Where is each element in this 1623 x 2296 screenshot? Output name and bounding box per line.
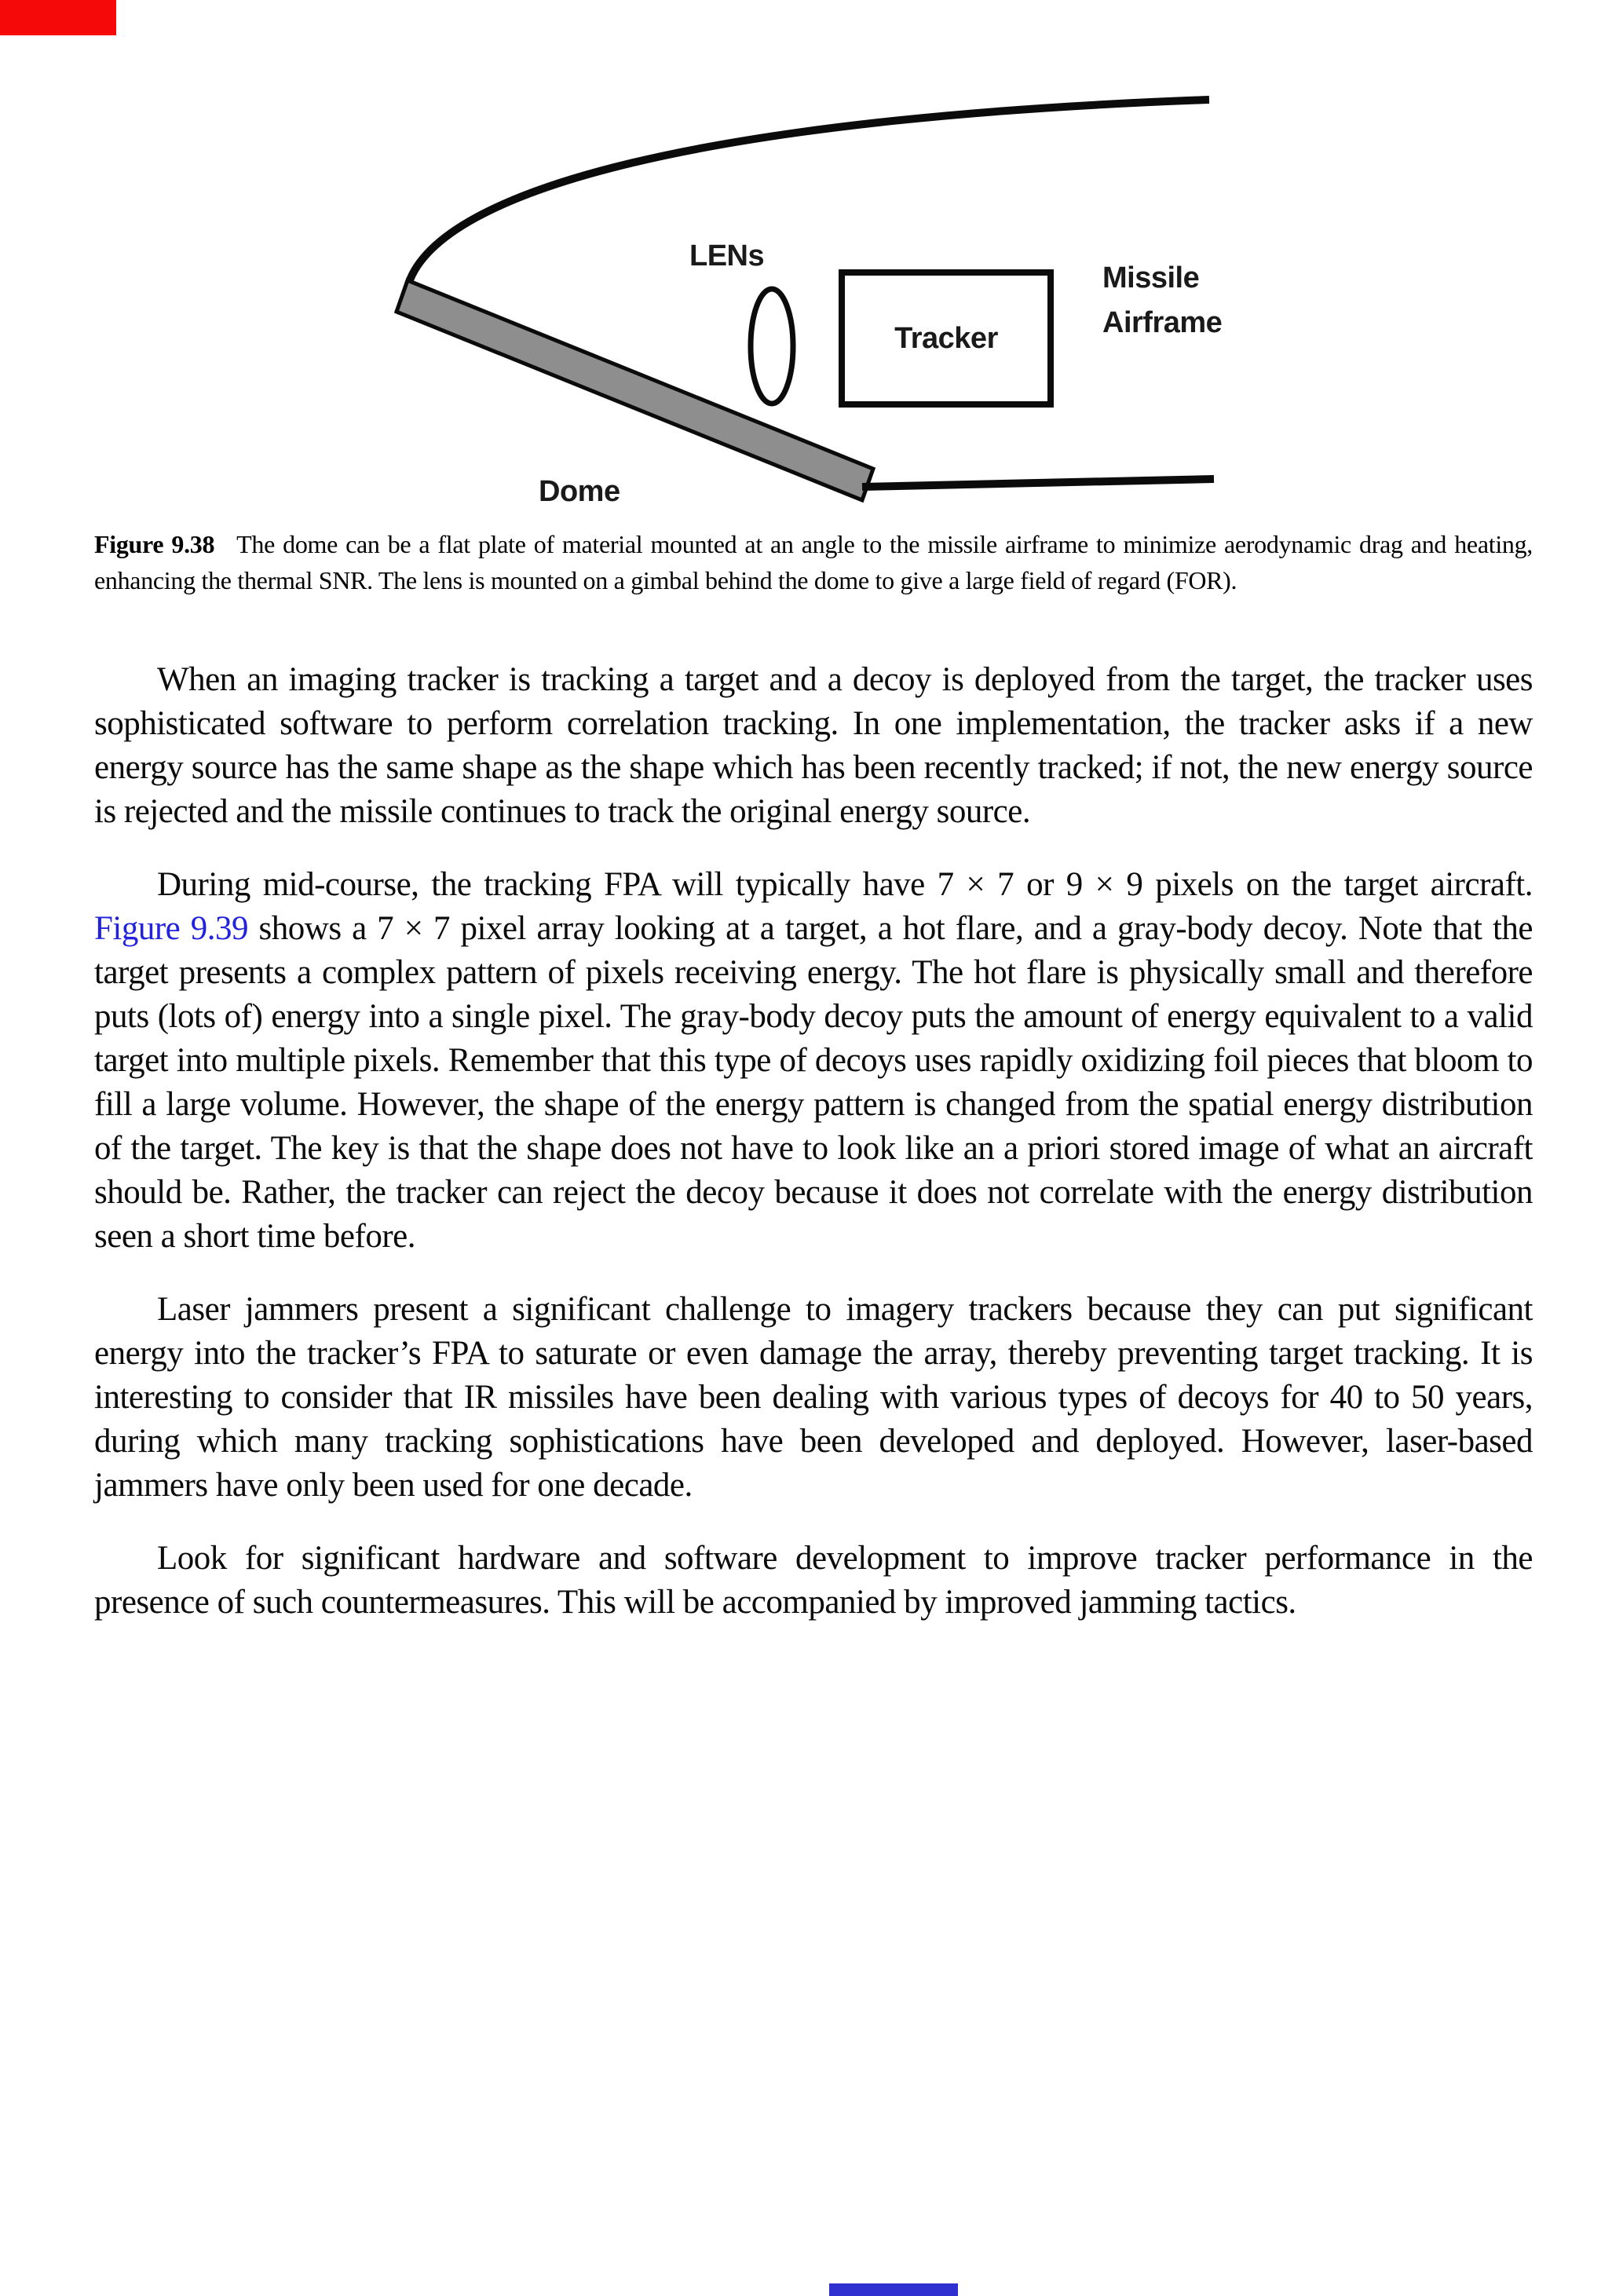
missile-airframe-label-line1: Missile (1102, 261, 1200, 294)
missile-airframe-label-line2: Airframe (1102, 306, 1223, 339)
figure-caption-number: Figure 9.38 (94, 530, 215, 558)
paragraph-2-after-link: shows a 7 × 7 pixel array looking at a target, a hot flare, and a gray-body decoy. Note that the target presents a complex pattern of pixels receiving energy. The hot flare is physically small and therefore puts (lots of) energy into a single pixel. The gray-body decoy puts the amount of energy equivalent to a valid target into multiple pixels. Remember that this type of decoys uses rapidly oxidizing foil pieces that bloom to fill a large volume. However, the shape of the energy pattern is changed from the spatial energy distribution of the target. The key is that the shape does not have to look like an a priori stored image of what an aircraft should be. Rather, the tracker can reject the decoy because it does not correlate with the energy distribution seen a short time before. (94, 910, 1533, 1255)
airframe-bottom-line (862, 479, 1214, 487)
figure-caption (94, 526, 1533, 598)
lens-ellipse (751, 289, 793, 404)
paragraph-4: Look for significant hardware and software development to improve tracker performance in the presence of such countermeasures. This will be accompanied by improved jamming tactics. (94, 1540, 1533, 1621)
tracker-label-box (842, 272, 1051, 404)
dome-label: Dome (539, 475, 620, 508)
paragraph-1: When an imaging tracker is tracking a target and a decoy is deployed from the target, the tracker uses sophisticated software to perform correlation tracking. In one implementation, the tracker asks if a new energy source has the same shape as the shape which has been recently tracked; if not, the new energy source is rejected and the missile continues to track the original energy source. (94, 661, 1533, 830)
paragraph-3: Laser jammers present a significant challenge to imagery trackers because they can put significant energy into the tracker’s FPA to saturate or even damage the array, thereby preventing target tracking. It is interesting to consider that IR missiles have been dealing with various types of decoys for 40 to 50 years, during which many tracking sophistications have been developed and deployed. However, laser-based jammers have only been used for one decade. (94, 1291, 1533, 1504)
paragraph-2 (94, 863, 1533, 1259)
missile-nose-outline (408, 100, 1209, 284)
paragraph-2-before-link: During mid-course, the tracking FPA will typically have 7 × 7 or 9 × 9 pixels on the target aircraft. (157, 866, 1533, 903)
missile-airframe-label (1102, 256, 1222, 345)
lens-label: LENs (689, 239, 765, 272)
figure-9-39-link[interactable]: Figure 9.39 (94, 910, 249, 947)
body-text (94, 658, 1533, 1654)
tracker-label: Tracker (894, 321, 998, 355)
figure-caption-text: The dome can be a flat plate of material mounted at an angle to the missile airframe to minimize aerodynamic drag and heating, enhancing the thermal SNR. The lens is mounted on a gimbal behind the dome to give a large field of regard (FOR). (94, 530, 1533, 594)
dome-plate (397, 280, 873, 500)
